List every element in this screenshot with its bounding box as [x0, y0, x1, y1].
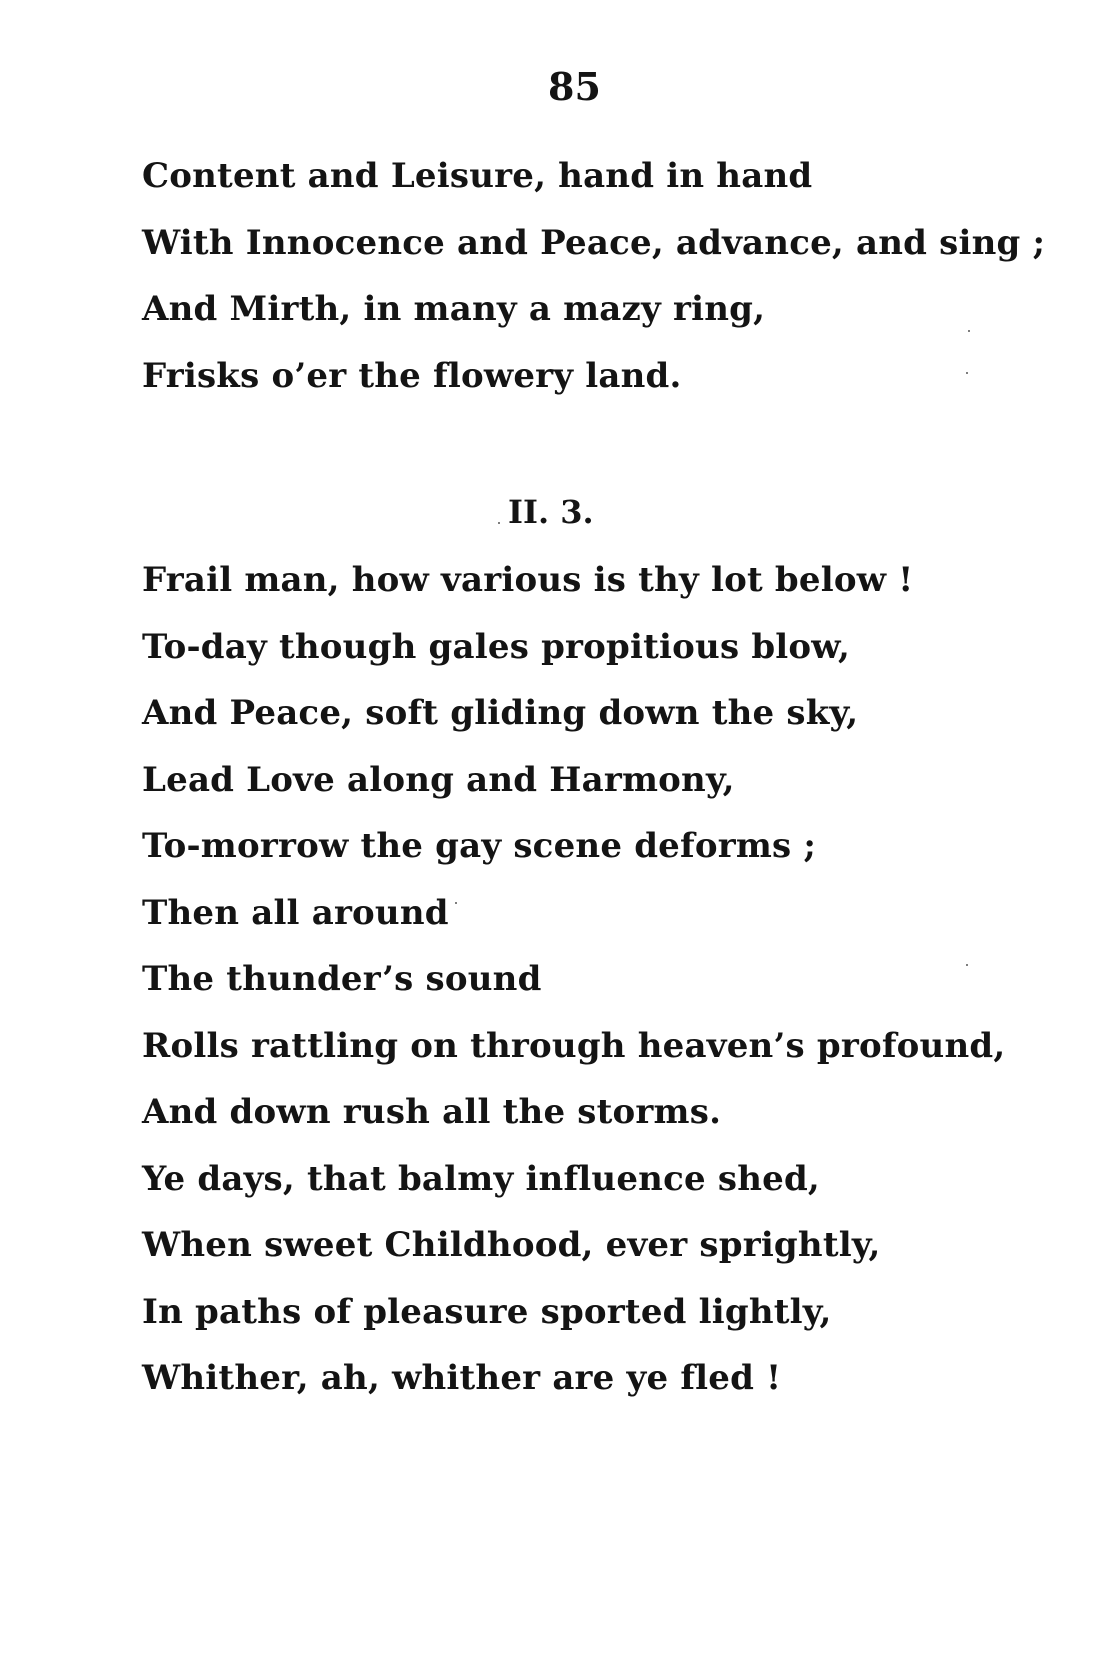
verse-line: Frisks o’er the flowery land.: [142, 355, 682, 396]
verse-line: Frail man, how various is thy lot below !: [142, 560, 914, 600]
print-speck: [966, 372, 968, 374]
verse-line: To-day though gales propitious blow,: [142, 626, 851, 667]
verse-line: With Innocence and Peace, advance, and sing ;: [142, 222, 1046, 263]
verse-line: When sweet Childhood, ever sprightly,: [142, 1225, 881, 1265]
print-speck: [455, 902, 457, 904]
verse-line: In paths of pleasure sported lightly,: [142, 1291, 832, 1332]
section-heading: II. 3.: [508, 493, 594, 531]
verse-line: And down rush all the storms.: [142, 1092, 722, 1132]
verse-line: To-morrow the gay scene deforms ;: [142, 826, 817, 866]
print-speck: [498, 522, 500, 524]
verse-line: Ye days, that balmy influence shed,: [142, 1158, 820, 1199]
verse-line: And Peace, soft gliding down the sky,: [142, 693, 859, 733]
page-number: 85: [548, 64, 601, 109]
stanza-1: [142, 158, 1045, 424]
verse-line: Content and Leisure, hand in hand: [142, 156, 813, 196]
verse-line: And Mirth, in many a mazy ring,: [142, 289, 766, 329]
verse-line: Rolls rattling on through heaven’s profound,: [142, 1025, 1006, 1066]
verse-line: Then all around: [142, 892, 449, 933]
print-speck: [968, 330, 970, 332]
verse-line: Lead Love along and Harmony,: [142, 759, 735, 800]
stanza-2: [142, 562, 1005, 1427]
print-speck: [966, 964, 968, 966]
verse-line: The thunder’s sound: [142, 959, 542, 999]
verse-line: Whither, ah, whither are ye fled !: [142, 1358, 782, 1398]
